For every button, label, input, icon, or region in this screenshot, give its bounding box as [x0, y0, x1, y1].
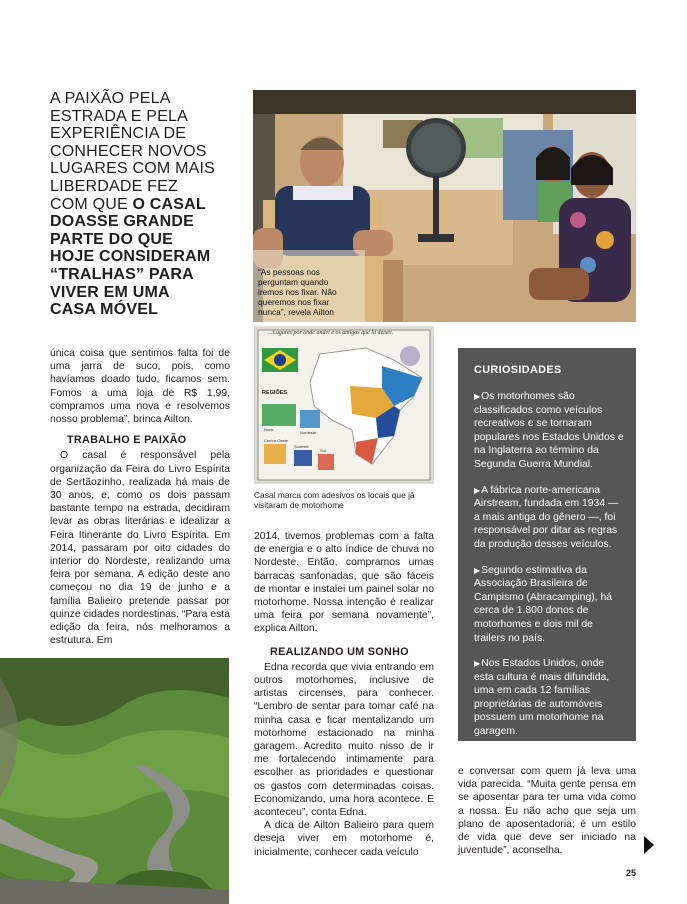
pull-quote-mixed-line: [50, 196, 250, 214]
middle-column: [254, 530, 434, 859]
brazil-map-sticker-photo: [254, 326, 434, 484]
paragraph: única coisa que sentimos falta foi de uma jarra de suco, pois, como havíamos doado tudo, ficamos sem. Fomos a uma loja de R$ 1,99, compramos uma nova e resolvemos nosso problema”, brinca Ailton.: [50, 348, 230, 426]
mountain-road-photo: [0, 658, 229, 904]
triangle-bullet-icon: ▶: [474, 485, 481, 495]
triangle-bullet-icon: ▶: [474, 659, 481, 669]
pull-quote-prefix: COM QUE: [50, 195, 133, 213]
pull-quote-line: LUGARES COM MAIS: [50, 160, 216, 178]
sidebar-item: [474, 564, 624, 646]
pull-quote-line: DOASSE GRANDE: [50, 213, 194, 231]
pull-quote-line: EXPERIÊNCIA DE: [50, 125, 187, 143]
pull-quote-line: “TRALHAS” PARA: [50, 265, 194, 283]
sidebar-item: [474, 484, 624, 552]
paragraph: e conversar com quem já leva uma vida parecida. “Muita gente pensa em se aposentar para ter uma vida como a nossa. Eu não acho que seja um plano de aposentadoria; é um estilo de vida que deve ser iniciado na juventude”, aconselha.: [458, 766, 636, 857]
map-sign-header: ...Lugares por onde andei e os amigos que lá deixei.: [268, 330, 394, 336]
road-illustration: [0, 658, 229, 904]
sidebar-item-text: Segundo estimativa da Associação Brasileira de Campismo (Abracamping), há cerca de 1.800 donos de motorhomes e dois mil de trailers no país.: [474, 564, 613, 644]
right-column: [458, 765, 636, 857]
pull-quote-line: ESTRADA E PELA: [50, 107, 188, 125]
sidebar-title: CURIOSIDADES: [474, 364, 562, 376]
sidebar-item-text: A fábrica norte-americana Airstream, fundada em 1934 — a mais antiga do gênero —, foi responsável por ditar as regras da produção desses veículos.: [474, 484, 619, 550]
sidebar-item: [474, 657, 624, 739]
pull-quote: [50, 90, 250, 319]
map-caption: Casal marca com adesivos os locais que já visitaram de motorhome: [254, 490, 415, 510]
pull-quote-line: CASA MÓVEL: [50, 301, 159, 319]
map-region-label: Sudeste: [294, 444, 309, 449]
sidebar-item-text: Nos Estados Unidos, onde esta cultura é mais difundida, uma em cada 12 famílias proprietárias de automóveis possuem um motorhome na garagem.: [474, 658, 610, 738]
subhead-trabalho: TRABALHO E PAIXÃO: [67, 434, 187, 447]
pull-quote-line: CONHECER NOVOS: [50, 142, 207, 160]
subhead-realizando: REALIZANDO UM SONHO: [270, 645, 409, 658]
map-region-label: Centro-Oeste: [264, 438, 289, 443]
sidebar-item: [474, 390, 624, 472]
page-number: 25: [626, 868, 637, 878]
paragraph: A dica de Ailton Balieiro para quem deseja viver em motorhome é, inicialmente, conhecer cada veículo: [254, 820, 434, 858]
map-region-label: Nordeste: [300, 430, 317, 435]
sidebar-item-text: Os motorhomes são classificados como veículos recreativos e se tornaram populares nos Estados Unidos e na Inglaterra ao término da Segunda Guerra Mundial.: [474, 391, 624, 470]
pull-quote-line: LIBERDADE FEZ: [50, 177, 178, 195]
paragraph: O casal é responsável pela organização da Feira do Livro Espírita de Sertãozinho, realizada há mais de 30 anos, e, como os dois passam bastante tempo na estrada, decidiram levar as obras literárias e idealizar a Feira Itinerante do Livro Espírita. Em 2014, passaram por oito cidades do interior do Nordeste, realizando uma feira por semana. A edição deste ano começou no dia 19 de junho e a família Balieiro pretende passar por quinze cidades nordestinas. “Para esta edição da feira, nós melhoramos a estrutura. Em: [50, 450, 230, 647]
pull-quote-line: VIVER EM UMA: [50, 283, 170, 301]
map-region-label: Norte: [264, 427, 274, 432]
pull-quote-bold: O CASAL: [132, 195, 206, 213]
curiosidades-sidebar: [458, 348, 636, 741]
left-column: [50, 347, 230, 647]
pull-quote-line: A PAIXÃO PELA: [50, 90, 171, 107]
pull-quote-line: HOJE CONSIDERAM: [50, 248, 211, 266]
map-legend-title: REGIÕES: [262, 390, 288, 396]
paragraph: 2014, tivemos problemas com a falta de energia e o alto índice de chuva no Nordeste. Então, compramos umas barracas sanfonadas, que são fáceis de montar e instalei um painel solar no motorhome. Nossa intenção é realizar uma feira por semana novamente”, explica Ailton.: [254, 531, 434, 635]
next-page-arrow-icon[interactable]: [644, 836, 654, 854]
pull-quote-line: PARTE DO QUE: [50, 230, 174, 248]
triangle-bullet-icon: ▶: [474, 565, 481, 575]
photo-caption: “As pessoas nos perguntam quando iremos nos fixar. Não queremos nos fixar nunca”, revela Ailton: [258, 267, 337, 317]
map-illustration: [254, 326, 434, 484]
triangle-bullet-icon: ▶: [474, 392, 481, 401]
paragraph: Edna recorda que vivia entrando em outros motorhomes, inclusive de artistas circenses, para conhecer. “Lembro de sentar para tomar café na minha casa e ficar mentalizando um motorhome estacionado na minha garagem. Acredito muito nisso de ir me fortalecendo intimamente para escolher as prioridades e questionar os gastos com determinadas coisas. Economizando, uma hora acontece. E aconteceu”, conta Edna.: [254, 661, 434, 819]
map-region-label: Sul: [320, 448, 326, 453]
